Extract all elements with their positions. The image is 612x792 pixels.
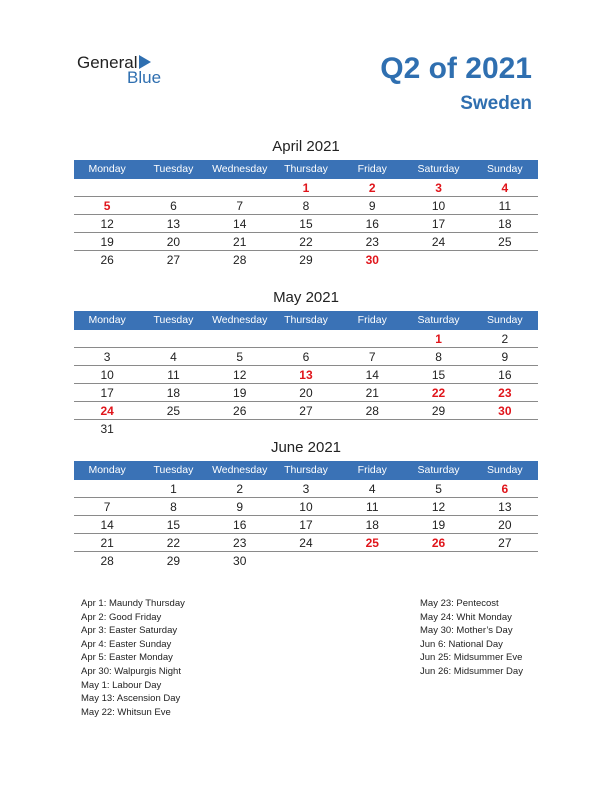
day-cell: 16 — [498, 368, 512, 382]
day-cell: 5 — [435, 482, 442, 496]
day-cell: 19 — [100, 235, 114, 249]
day-cell: 21 — [100, 536, 114, 550]
day-cell — [273, 330, 339, 347]
holiday-day-cell: 13 — [299, 368, 313, 382]
holiday-note: May 1: Labour Day — [81, 679, 162, 691]
day-cell: 8 — [435, 350, 442, 364]
day-cell — [339, 330, 405, 347]
day-cell: 24 — [299, 536, 313, 550]
holiday-note: Apr 5: Easter Monday — [81, 652, 173, 664]
day-cell: 14 — [365, 368, 379, 382]
weekday-label: Saturday — [417, 163, 460, 175]
day-cell: 29 — [166, 554, 181, 568]
day-cell: 30 — [233, 554, 247, 568]
weekday-label: Sunday — [487, 314, 523, 326]
day-cell: 17 — [431, 217, 446, 231]
holiday-day-cell: 6 — [501, 482, 509, 496]
day-cell: 19 — [431, 518, 446, 532]
day-cell — [405, 552, 471, 569]
day-cell: 28 — [365, 404, 379, 418]
day-cell: 18 — [498, 217, 512, 231]
day-cell: 31 — [100, 422, 114, 436]
day-cell: 26 — [100, 253, 114, 267]
day-cell: 21 — [233, 235, 247, 249]
day-cell: 9 — [368, 199, 376, 213]
day-cell: 7 — [103, 500, 111, 514]
day-cell: 19 — [233, 386, 247, 400]
day-cell: 8 — [302, 199, 310, 213]
day-cell: 18 — [365, 518, 379, 532]
week-row — [74, 420, 538, 437]
weekday-label: Wednesday — [212, 314, 268, 326]
day-cell: 11 — [167, 368, 180, 382]
weekday-label: Thursday — [284, 163, 328, 175]
holiday-day-cell: 26 — [431, 536, 446, 550]
weekday-label: Tuesday — [153, 163, 194, 175]
weekday-header — [74, 311, 538, 330]
day-cell: 2 — [501, 332, 509, 346]
week-row — [74, 366, 538, 384]
holiday-note: Apr 2: Good Friday — [81, 611, 162, 623]
day-cell: 15 — [431, 368, 446, 382]
holiday-note: May 23: Pentecost — [420, 598, 499, 609]
day-cell: 6 — [302, 350, 310, 364]
day-cell — [472, 552, 538, 569]
week-row — [74, 534, 538, 552]
day-cell: 13 — [498, 500, 512, 514]
day-cell: 27 — [498, 536, 512, 550]
day-cell — [339, 420, 405, 437]
calendar-may — [74, 288, 538, 437]
day-cell — [472, 251, 538, 268]
holiday-note: Jun 25: Midsummer Eve — [420, 652, 523, 664]
day-cell: 29 — [299, 253, 313, 267]
calendar-june — [74, 438, 538, 569]
day-cell: 24 — [431, 235, 446, 249]
holiday-note: Apr 4: Easter Sunday — [81, 638, 172, 650]
day-cell — [74, 179, 140, 196]
day-cell: 4 — [368, 482, 376, 496]
day-cell — [472, 420, 538, 437]
month-title: April 2021 — [272, 138, 340, 155]
day-cell — [74, 330, 140, 347]
day-cell: 23 — [233, 536, 247, 550]
day-cell: 3 — [103, 350, 111, 364]
day-cell: 15 — [299, 217, 313, 231]
weekday-label: Sunday — [487, 464, 523, 476]
day-cell: 21 — [365, 386, 379, 400]
weekday-label: Saturday — [417, 314, 460, 326]
day-cell: 17 — [299, 518, 313, 532]
day-cell — [405, 251, 471, 268]
day-cell: 12 — [100, 217, 114, 231]
day-cell: 26 — [233, 404, 247, 418]
day-cell: 27 — [166, 253, 181, 267]
day-cell: 7 — [236, 199, 244, 213]
holiday-day-cell: 5 — [103, 199, 111, 213]
holiday-day-cell: 1 — [435, 332, 442, 346]
week-row — [74, 330, 538, 348]
weekday-label: Monday — [88, 464, 126, 476]
day-cell: 11 — [366, 500, 379, 514]
day-cell: 12 — [233, 368, 247, 382]
day-cell: 22 — [166, 536, 181, 550]
day-cell: 28 — [233, 253, 247, 267]
holiday-list-right — [420, 597, 523, 679]
holiday-day-cell: 30 — [498, 404, 512, 418]
week-row — [74, 197, 538, 215]
weekday-label: Wednesday — [212, 163, 268, 175]
day-cell: 1 — [170, 482, 177, 496]
day-cell: 17 — [100, 386, 114, 400]
holiday-day-cell: 4 — [501, 181, 509, 195]
day-cell: 10 — [431, 199, 446, 213]
day-cell: 10 — [100, 368, 114, 382]
day-cell — [140, 330, 206, 347]
day-cell: 16 — [233, 518, 247, 532]
weekday-label: Saturday — [417, 464, 460, 476]
day-cell: 5 — [236, 350, 244, 364]
weekday-label: Monday — [88, 163, 126, 175]
day-cell: 12 — [431, 500, 446, 514]
day-cell: 18 — [166, 386, 181, 400]
week-row — [74, 516, 538, 534]
weekday-label: Friday — [357, 464, 387, 476]
day-cell — [405, 420, 471, 437]
weekday-label: Friday — [357, 314, 387, 326]
holiday-note: Jun 26: Midsummer Day — [420, 665, 523, 677]
day-cell — [74, 480, 140, 497]
holiday-note: May 13: Ascension Day — [81, 693, 181, 705]
day-cell — [273, 552, 339, 569]
weekday-label: Tuesday — [153, 464, 194, 476]
day-cell — [207, 179, 273, 196]
country-subtitle: Sweden — [460, 93, 532, 114]
day-cell: 8 — [170, 500, 177, 514]
logo-word-blue: Blue — [127, 68, 162, 87]
day-cell: 27 — [299, 404, 313, 418]
day-cell: 4 — [170, 350, 177, 364]
week-row — [74, 552, 538, 569]
holiday-day-cell: 1 — [302, 181, 310, 195]
day-cell: 3 — [302, 482, 310, 496]
day-cell — [207, 330, 273, 347]
week-row — [74, 480, 538, 498]
day-cell: 20 — [498, 518, 512, 532]
holiday-day-cell: 3 — [435, 181, 442, 195]
holiday-list-left — [81, 597, 185, 719]
holiday-day-cell: 25 — [365, 536, 379, 550]
day-cell: 23 — [365, 235, 379, 249]
day-cell: 15 — [166, 518, 181, 532]
weekday-label: Thursday — [284, 314, 328, 326]
weekday-label: Thursday — [284, 464, 328, 476]
calendar-april — [74, 137, 538, 268]
holiday-note: Apr 1: Maundy Thursday — [81, 598, 185, 609]
weekday-label: Sunday — [487, 163, 523, 175]
holiday-day-cell: 23 — [498, 386, 512, 400]
holiday-note: Jun 6: National Day — [420, 638, 503, 650]
holiday-day-cell: 2 — [368, 181, 376, 195]
week-row — [74, 233, 538, 251]
weekday-label: Monday — [88, 314, 126, 326]
weekday-header — [74, 461, 538, 480]
logo-word-general: General — [77, 53, 138, 72]
weekday-header — [74, 160, 538, 179]
holiday-note: Apr 30: Walpurgis Night — [81, 665, 181, 677]
day-cell — [207, 420, 273, 437]
day-cell — [273, 420, 339, 437]
day-cell: 20 — [166, 235, 181, 249]
holiday-note: Apr 3: Easter Saturday — [81, 625, 178, 637]
logo-triangle-icon — [139, 55, 151, 69]
day-cell: 14 — [100, 518, 114, 532]
week-row — [74, 498, 538, 516]
holiday-day-cell: 30 — [365, 253, 379, 267]
month-title: June 2021 — [270, 439, 342, 456]
day-cell: 13 — [166, 217, 181, 231]
week-row — [74, 251, 538, 268]
day-cell: 11 — [498, 199, 512, 213]
day-cell — [140, 179, 206, 196]
day-cell: 10 — [299, 500, 313, 514]
day-cell: 20 — [299, 386, 313, 400]
week-row — [74, 402, 538, 420]
week-row — [74, 179, 538, 197]
day-cell: 9 — [501, 350, 509, 364]
weekday-label: Friday — [357, 163, 387, 175]
week-row — [74, 348, 538, 366]
week-row — [74, 215, 538, 233]
day-cell: 25 — [498, 235, 512, 249]
day-cell: 28 — [100, 554, 114, 568]
page-title: Q2 of 2021 — [380, 52, 532, 85]
holiday-note: May 24: Whit Monday — [420, 611, 512, 623]
day-cell: 7 — [368, 350, 376, 364]
day-cell: 14 — [233, 217, 247, 231]
day-cell: 9 — [236, 500, 244, 514]
day-cell: 22 — [299, 235, 313, 249]
holiday-note: May 30: Mother’s Day — [420, 625, 513, 637]
day-cell: 16 — [365, 217, 379, 231]
day-cell — [339, 552, 405, 569]
day-cell: 25 — [166, 404, 181, 418]
day-cell: 2 — [236, 482, 244, 496]
holiday-day-cell: 24 — [100, 404, 114, 418]
weekday-label: Tuesday — [153, 314, 194, 326]
holiday-note: May 22: Whitsun Eve — [81, 706, 171, 718]
day-cell: 6 — [170, 199, 177, 213]
holiday-day-cell: 22 — [431, 386, 446, 400]
week-row — [74, 384, 538, 402]
month-title: May 2021 — [273, 289, 339, 306]
day-cell: 29 — [431, 404, 446, 418]
day-cell — [140, 420, 206, 437]
weekday-label: Wednesday — [212, 464, 268, 476]
